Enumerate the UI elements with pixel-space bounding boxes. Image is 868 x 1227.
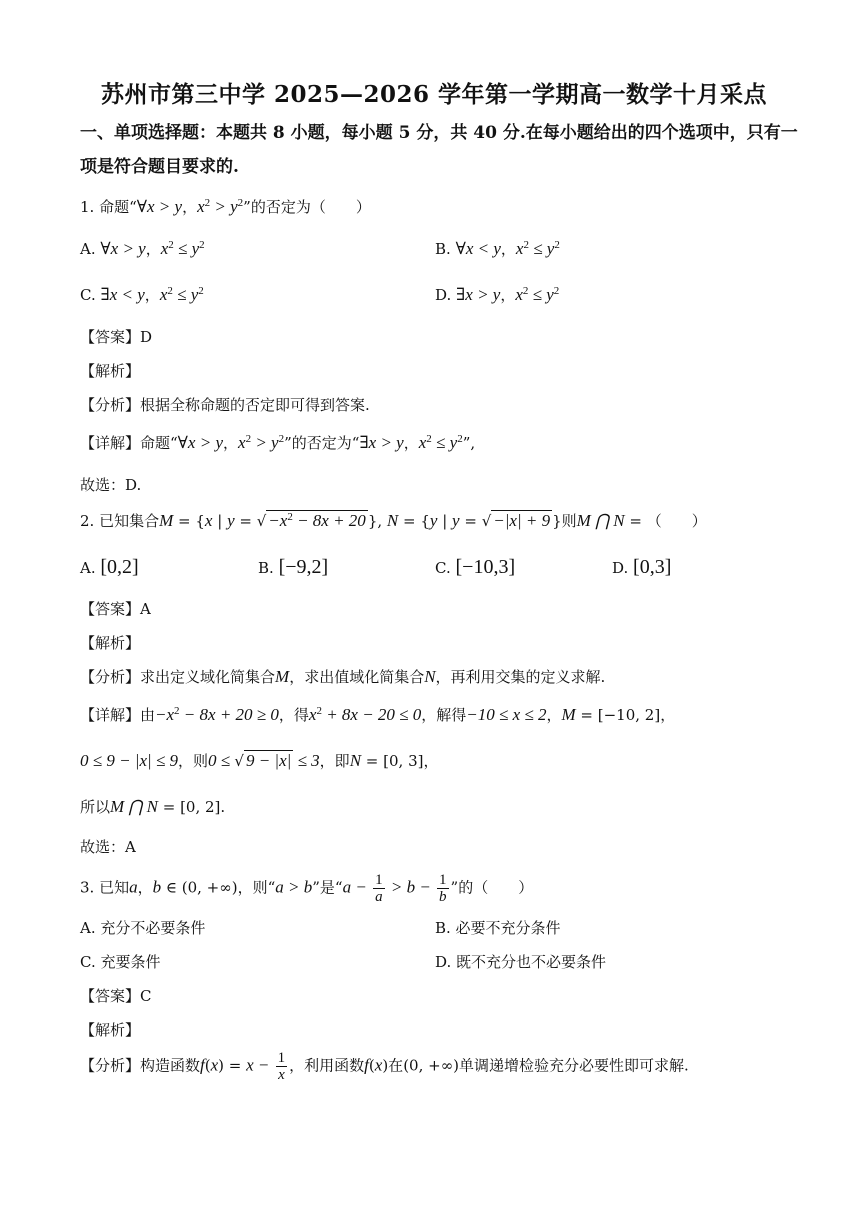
q1-analysis-label: 【解析】 bbox=[80, 362, 141, 380]
q1-conclusion: 故选：D. bbox=[80, 476, 142, 494]
q2-conclusion: 故选：A bbox=[80, 838, 136, 856]
q2-analysis-label: 【解析】 bbox=[80, 634, 141, 652]
q2-answer: 【答案】A bbox=[80, 600, 151, 618]
q1-stem: 1. 命题“∀x > y，$x^2 > y^2$”的否定为（ ） bbox=[80, 197, 371, 216]
q1-detail: 【详解】命题“∀x > y，$x^2 > y^2$”的否定为“∃x > y，$x^2 \le y^2$”, bbox=[80, 433, 476, 452]
q1-answer: 【答案】D bbox=[80, 328, 153, 346]
q1-option-d: D. ∃x > y，$x^2 \le y^2$ bbox=[435, 285, 560, 304]
q2-option-a: A. [0,2] bbox=[80, 556, 139, 578]
q2-fenxi: 【分析】求出定义域化简集合M，求出值域化简集合N，再利用交集的定义求解. bbox=[80, 667, 606, 686]
q2-stem: 2. 已知集合M = {x | y = √ $-x^2 - 8x + 20$ }, N = {y | y = √ −|x| + 9 }则M ⋂ N = （ ） bbox=[80, 511, 707, 530]
q2-option-c: C. [−10,3] bbox=[435, 556, 516, 578]
q3-option-d: D. 既不充分也不必要条件 bbox=[435, 953, 607, 971]
q3-option-a: A. 充分不必要条件 bbox=[80, 919, 206, 937]
page-title: 苏州市第三中学 2025—2026 学年第一学期高一数学十月采点 bbox=[100, 81, 768, 108]
q3-option-c: C. 充要条件 bbox=[80, 953, 161, 971]
section-heading-line-1: 一、单项选择题：本题共 8 小题，每小题 5 分，共 40 分.在每小题给出的四个选项中，只有一 bbox=[80, 123, 798, 143]
q2-option-d: D. [0,3] bbox=[612, 556, 672, 578]
q3-stem: 3. 已知a，b ∈ (0, +∞)，则“a > b”是“a − $\frac{1}{a}$ > b − $\frac{1}{b}$ ”的（ ） bbox=[80, 872, 534, 905]
section-heading-line-2: 项是符合题目要求的. bbox=[80, 157, 239, 177]
q2-detail-line-3: 所以M ⋂ N = [0, 2]. bbox=[80, 797, 226, 816]
q1-option-a: A. ∀x > y，$x^2 \le y^2$ bbox=[80, 239, 205, 258]
q3-fenxi: 【分析】构造函数f(x) = x − $\frac{1}{x}$ ，利用函数f(x)在(0, +∞)单调递增检验充分必要性即可求解. bbox=[80, 1050, 689, 1083]
q2-detail-line-1: 【详解】由$-x^2 - 8x + 20 \ge 0$，得$x^2 + 8x - 20 \le 0$，解得−10 ≤ x ≤ 2，M = [−10, 2]， bbox=[80, 705, 676, 724]
q1-fenxi: 【分析】根据全称命题的否定即可得到答案. bbox=[80, 396, 370, 414]
q3-answer: 【答案】C bbox=[80, 987, 152, 1005]
q2-option-b: B. [−9,2] bbox=[258, 556, 329, 578]
q3-analysis-label: 【解析】 bbox=[80, 1021, 141, 1039]
q3-option-b: B. 必要不充分条件 bbox=[435, 919, 561, 937]
q1-option-b: B. ∀x < y，$x^2 \le y^2$ bbox=[435, 239, 560, 258]
q2-detail-line-2: 0 ≤ 9 − |x| ≤ 9，则0 ≤ √ 9 − |x| ≤ 3，即N = [0, 3]， bbox=[80, 751, 439, 770]
q1-option-c: C. ∃x < y，$x^2 \le y^2$ bbox=[80, 285, 204, 304]
